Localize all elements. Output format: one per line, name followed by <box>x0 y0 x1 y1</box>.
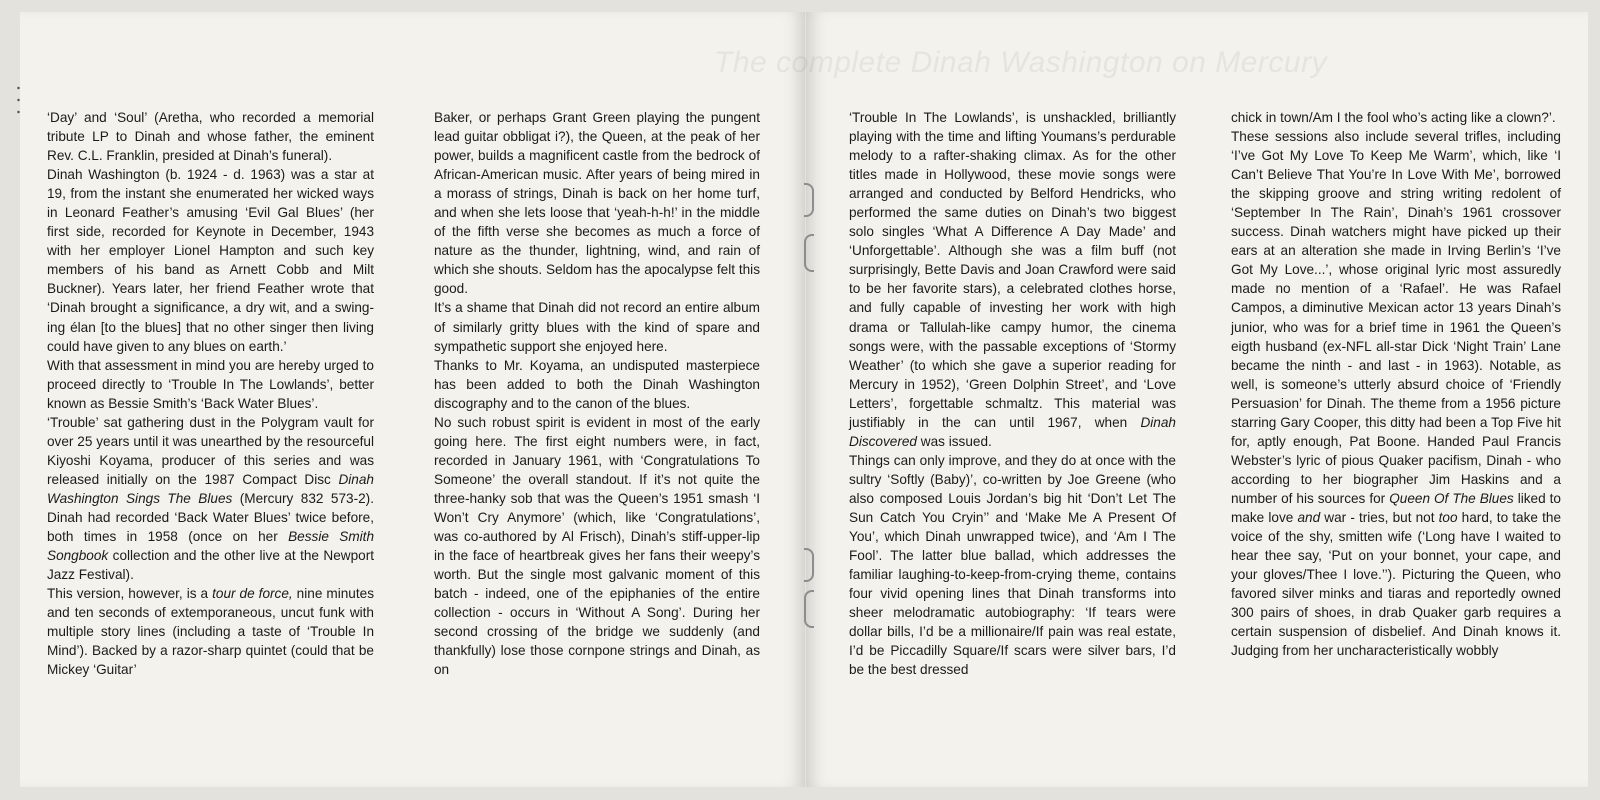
paragraph: With that assessment in mind you are hereby urged to proceed directly to ‘Trouble In The Lowlands’, better known as Bessie Smith’s ‘Back Water Blues’. <box>47 357 374 411</box>
paragraph: Baker, or perhaps Grant Green playing the pungent lead guitar obbligat i?), the Queen, at the peak of her power, builds a magnificent castle from the bedrock of African-American music. After years of being mired in a morass of strings, Dinah is back on her home turf, and when she lets loose that ‘yeah-h-h!’ in the middle of the fifth verse she becomes as much a force of nature as the thunder, lightning, wind, and rain of which she shouts. Seldom has the apocalypse felt this good. <box>434 110 760 297</box>
paragraph: ‘Trouble In The Lowlands’, is unshackled, brilliantly playing with the time and lifting Youmans’s perdurable melody to a rafter-shaking climax. As for the other titles made in Hollywood, these movie songs were arranged and conducted by Belford Hendricks, who performed the same duties on Dinah’s two biggest solo singles ‘What A Difference A Day Made’ and ‘Unforgettable’. Although she was a film buff (not surprisingly, Bette Davis and Joan Crawford were said to be her favorite stars), a celebrated clothes horse, and fully capable of investing her work with high drama or Tallulah-like campy humor, the cinema songs were, with the passable exceptions of ‘Stormy Weather’ (to which she gave a superior reading for Mercury in 1952), ‘Green Dolphin Street’, and ‘Love Letters’, forgettable schmaltz. This material was justifiably in the can until 1967, when Dinah Discovered was issued. <box>849 110 1176 449</box>
paragraph: This version, however, is a tour de force, nine minutes and ten seconds of extemporaneous, uncut funk with multiple story lines (including a taste of ‘Trouble In Mind’). Backed by a razor-sharp quintet (could that be Mickey ‘Guitar’ <box>47 586 374 678</box>
paragraph: Thanks to Mr. Koyama, an undisputed masterpiece has been added to both the Dinah Washington discography and to the canon of the blues. <box>434 357 760 411</box>
paragraph: No such robust spirit is evident in most of the early going here. The first eight numbers were, in fact, recorded in January 1961, with ‘Congratulations To Someone’ the overall standout. If it’s not quite the three-hanky sob that was the Queen’s 1951 smash ‘I Won’t Cry Anymore’ (which, like ‘Congratulations’, was co-authored by Al Frisch), Dinah’s stiff-upper-lip in the face of heartbreak gives her fans their weepy’s worth. But the single most galvanic moment of this batch - indeed, one of the epiphanies of the entire collection - occurs in ‘Without A Song’. During her second crossing of the bridge we suddenly (and thankfully) lose those cornpone strings and Dinah, as on <box>434 414 760 678</box>
paragraph: ‘Day’ and ‘Soul’ (Aretha, who recorded a memorial tribute LP to Dinah and whose father, the eminent Rev. C.L. Franklin, presided at Dinah’s funeral). <box>47 110 374 164</box>
paragraph: chick in town/Am I the fool who’s acting like a clown?’. <box>1231 110 1556 125</box>
paragraph: ‘Trouble’ sat gathering dust in the Polygram vault for over 25 years until it was unearthed by the resourceful Kiyoshi Koyama, producer of this series and was released initially on the 1987 Compact Disc Dinah Washington Sings The Blues (Mercury 832 573-2). Dinah had recorded ‘Back Water Blues’ twice before, both times in 1958 (once on her Bessie Smith Songbook collection and the other live at the Newport Jazz Festival). <box>47 414 375 583</box>
text-column-1 <box>47 108 374 679</box>
staple-top-tail <box>804 234 814 272</box>
text-column-4 <box>1231 108 1561 660</box>
text-column-2 <box>434 108 760 679</box>
paragraph: Dinah Washington (b. 1924 - d. 1963) was a star at 19, from the instant she enumerated her wicked ways in Leonard Feather’s amusing ‘Evil Gal Blues’ (her first side, recorded for Keynote in December, 1943 with her employer Lionel Hampton and such key members of his band as Arnett Cobb and Milt Buckner). Years later, her friend Feather wrote that ‘Dinah brought a significance, a dry wit, and a swinging élan [to the blues] that no other singer then living could have given to any blues on earth.’ <box>47 167 374 354</box>
staple-bottom <box>804 548 814 582</box>
binding-marks <box>17 82 20 122</box>
text-column-3 <box>849 108 1176 679</box>
bleed-through-title: The complete Dinah Washington on Mercury <box>714 46 1328 79</box>
paragraph: Things can only improve, and they do at once with the sultry ‘Softly (Baby)’, co-written by Joe Greene (who also composed Louis Jordan’s big hit ‘Don’t Let The Sun Catch You Cryin’’ and ‘Make Me A Present Of You’, which Dinah unwrapped twice), and ‘Am I The Fool’. The latter blue ballad, which addresses the familiar laughing-to-keep-from-crying theme, contains four vivid opening lines that Dinah transforms into sheer melodramatic autobiography: ‘If tears were dollar bills, I’d be a millionaire/If pain was real estate, I’d be Piccadilly Square/If scars were silver bars, I’d be the best dressed <box>849 452 1176 678</box>
paragraph: It’s a shame that Dinah did not record an entire album of similarly gritty blues with the kind of spare and sympathetic support she enjoyed here. <box>434 300 760 354</box>
staple-bottom-tail <box>804 590 814 628</box>
paragraph: These sessions also include several trifles, including ‘I’ve Got My Love To Keep Me Warm’, which, like ‘I Can’t Believe That You’re In Love With Me’, borrowed the skipping groove and string writing redolent of ‘September In The Rain’, Dinah’s 1961 crossover success. Dinah watchers might have picked up their ears at an alteration she made in Irving Berlin’s ‘I’ve Got My Love...’, whose original lyric most assuredly made no mention of a ‘Rafael’. He was Rafael Campos, a diminutive Mexican actor 13 years Dinah’s junior, who was for a brief time in 1961 the Queen’s eigth husband (ex-NFL all-star Dick ‘Night Train’ Lane became the ninth - and last - in 1963). Notable, as well, is someone’s utterly absurd choice of ‘Friendly Persuasion’ for Dinah. The theme from a 1956 picture starring Gary Cooper, this ditty had been a Top Five hit for, aptly enough, Pat Boone. Handed Paul Francis Webster’s lyric of pious Quaker pacifism, Dinah - who according to her biographer Jim Haskins and a number of his sources for Queen Of The Blues liked to make love and war - tries, but not too hard, to take the voice of the shy, smitten wife (‘Long have I waited to hear thee say, ‘Put on your bonnet, your cape, and your gloves/Thee I love.’’). Picturing the Queen, who favored silver minks and tiaras and reportedly owned 300 pairs of shoes, in drab Quaker garb requires a certain suspension of disbelief. And Dinah knows it. Judging from her uncharacteristically wobbly <box>1231 129 1561 659</box>
staple-top <box>804 183 814 217</box>
